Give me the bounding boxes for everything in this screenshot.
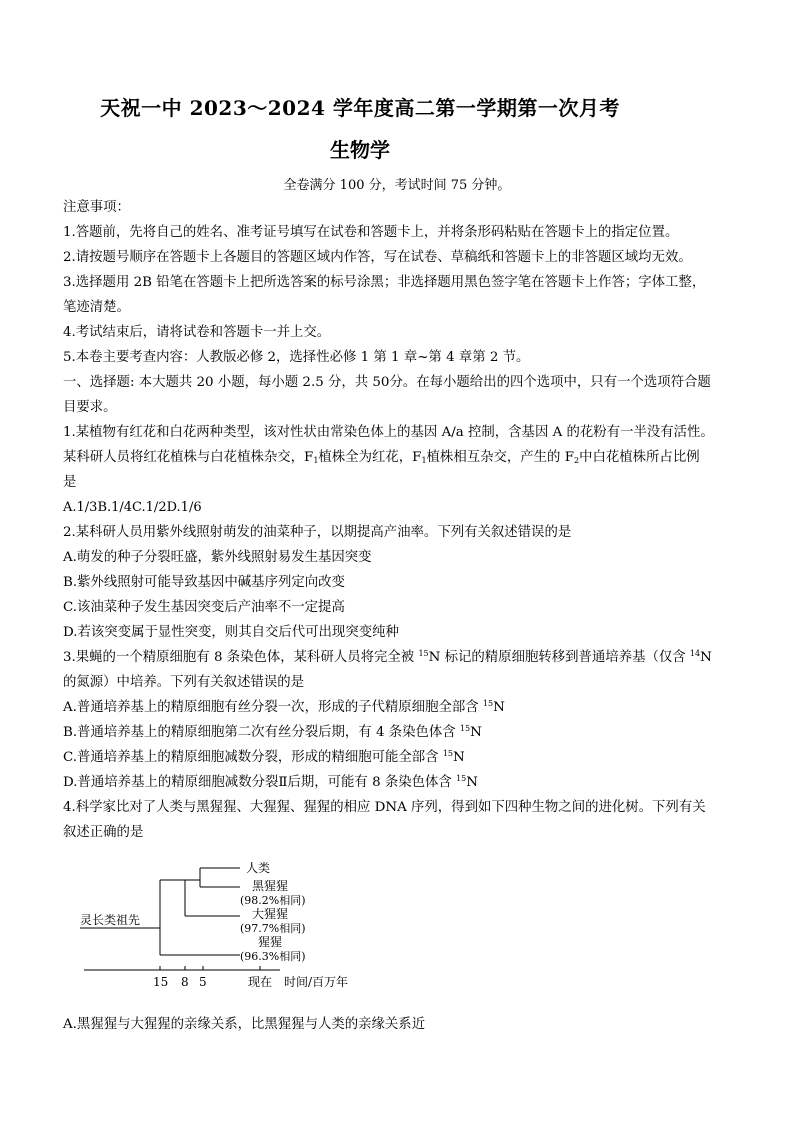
q4-option-a: A.黑猩猩与大猩猩的亲缘关系，比黑猩猩与人类的亲缘关系近 (63, 1017, 426, 1032)
tick-label-now: 现在 (248, 975, 273, 989)
q2-option-c: C.该油菜种子发生基因突变后产油率不一定提高 (63, 600, 345, 615)
q1-stem-line3: 是 (63, 475, 77, 490)
tree-label-chimp: 黑猩猩 (252, 879, 289, 893)
note-item-5: 5.本卷主要考查内容：人教版必修 2，选择性必修 1 第 1 章~第 4 章第 2 节。 (63, 350, 530, 365)
q3-text-a: 3.果蝇的一个精原细胞有 8 条染色体，某科研人员将完全被 (63, 650, 419, 665)
exam-title: 天祝一中 2023～2024 学年度高二第一学期第一次月考 (100, 96, 620, 120)
q3-option-b (63, 724, 743, 742)
q2-option-d: D.若该突变属于显性突变，则其自交后代可出现突变纯种 (63, 625, 399, 640)
q4-stem-line1: 4.科学家比对了人类与黑猩猩、大猩猩、猩猩的相应 DNA 序列，得到如下四种生物之间的进化树。下列有关 (63, 800, 706, 815)
section-header: 一、选择题: 本大题共 20 小题，每小题 2.5 分，共 50分。在每小题给出的四个选项中，只有一个选项符合题 (63, 375, 711, 390)
note-item-3: 3.选择题用 2B 铅笔在答题卡上把所选答案的标号涂黑；非选择题用黑色签字笔在答题卡上作答；字体工整， (63, 275, 706, 290)
q3-option-d (63, 774, 743, 792)
q2-option-a: A.萌发的种子分裂旺盛，紫外线照射易发生基因突变 (63, 550, 372, 565)
q3-b-n: N (470, 725, 482, 740)
q3-sup-14: 14 (689, 649, 701, 658)
notes-header: 注意事项： (63, 200, 130, 215)
q3-b-sup: 15 (459, 724, 471, 733)
section-header-cont: 目要求。 (63, 400, 117, 415)
score-time-line: 全卷满分 100 分，考试时间 75 分钟。 (283, 178, 511, 193)
tree-label-orangutan: 猩猩 (258, 935, 283, 949)
q3-d-sup: 15 (456, 774, 467, 783)
tree-root-label: 灵长类祖先 (80, 913, 141, 927)
q1-stem-line1: 1.某植物有红花和白花两种类型，该对性状由常染色体上的基因 A/a 控制，含基因 A 的花粉有一半没有活性。 (63, 425, 714, 440)
q3-a-text: A.普通培养基上的精原细胞有丝分裂一次，形成的子代精原细胞全部含 (63, 700, 483, 715)
q3-stem-line1 (63, 649, 743, 667)
evolution-tree-svg (80, 852, 380, 998)
tick-label-5: 5 (199, 975, 207, 989)
q3-c-n: N (453, 750, 465, 765)
q3-a-sup: 15 (482, 699, 494, 708)
q1-text-a: 某科研人员将红花植株与白花植株杂交，F (63, 450, 314, 465)
q3-b-text: B.普通培养基上的精原细胞第二次有丝分裂后期，有 4 条染色体含 (63, 725, 460, 740)
q3-text-c: N (700, 650, 712, 665)
q1-options: A.1/3B.1/4C.1/2D.1/6 (63, 500, 202, 515)
tree-label-gorilla: 大猩猩 (252, 907, 289, 921)
q4-stem-line2: 叙述正确的是 (63, 825, 144, 840)
time-axis-label: 时间/百万年 (284, 975, 349, 989)
q3-text-b: N 标记的精原细胞转移到普通培养基（仅含 (428, 650, 690, 665)
tick-label-15: 15 (153, 975, 169, 989)
q2-stem: 2.某科研人员用紫外线照射萌发的油菜种子，以期提高产油率。下列有关叙述错误的是 (63, 525, 572, 540)
q2-option-b: B.紫外线照射可能导致基因中碱基序列定向改变 (63, 575, 345, 590)
q1-text-d: 中白花植株所占比例 (579, 450, 700, 465)
q1-sub-f1: 1 (313, 456, 319, 465)
q3-c-sup: 15 (442, 749, 454, 758)
note-item-1: 1.答题前，先将自己的姓名、准考证号填写在试卷和答题卡上，并将条形码粘贴在答题卡上的指定位置。 (63, 225, 679, 240)
evolution-tree-figure (80, 852, 380, 998)
q3-option-a (63, 699, 743, 717)
exam-subject: 生物学 (330, 138, 390, 162)
tree-note-chimp: (98.2%相同) (240, 894, 306, 907)
note-item-3-cont: 笔迹清楚。 (63, 300, 130, 315)
q1-sub-f2: 2 (574, 456, 580, 465)
q3-a-n: N (493, 700, 505, 715)
q1-stem-line2 (63, 449, 743, 467)
note-item-4: 4.考试结束后，请将试卷和答题卡一并上交。 (63, 325, 331, 340)
q3-c-text: C.普通培养基上的精原细胞减数分裂，形成的精细胞可能全部含 (63, 750, 443, 765)
note-item-2: 2.请按题号顺序在答题卡上各题目的答题区域内作答，写在试卷、草稿纸和答题卡上的非答题区域均无效。 (63, 250, 692, 265)
tick-label-8: 8 (181, 975, 189, 989)
q1-text-c: 植株相互杂交，产生的 F (426, 450, 574, 465)
q3-sup-15: 15 (418, 649, 429, 658)
q3-d-text: D.普通培养基上的精原细胞减数分裂Ⅱ后期，可能有 8 条染色体含 (63, 775, 457, 790)
tree-label-human: 人类 (246, 861, 271, 875)
q1-text-b: 植株全为红花，F (318, 450, 422, 465)
tree-note-orangutan: (96.3%相同) (240, 950, 306, 963)
q1-sub-f1b: 1 (421, 456, 427, 465)
q3-stem-line2: 的氮源）中培养。下列有关叙述错误的是 (63, 675, 305, 690)
q3-d-n: N (466, 775, 478, 790)
tree-note-gorilla: (97.7%相同) (240, 922, 306, 935)
q3-option-c (63, 749, 743, 767)
